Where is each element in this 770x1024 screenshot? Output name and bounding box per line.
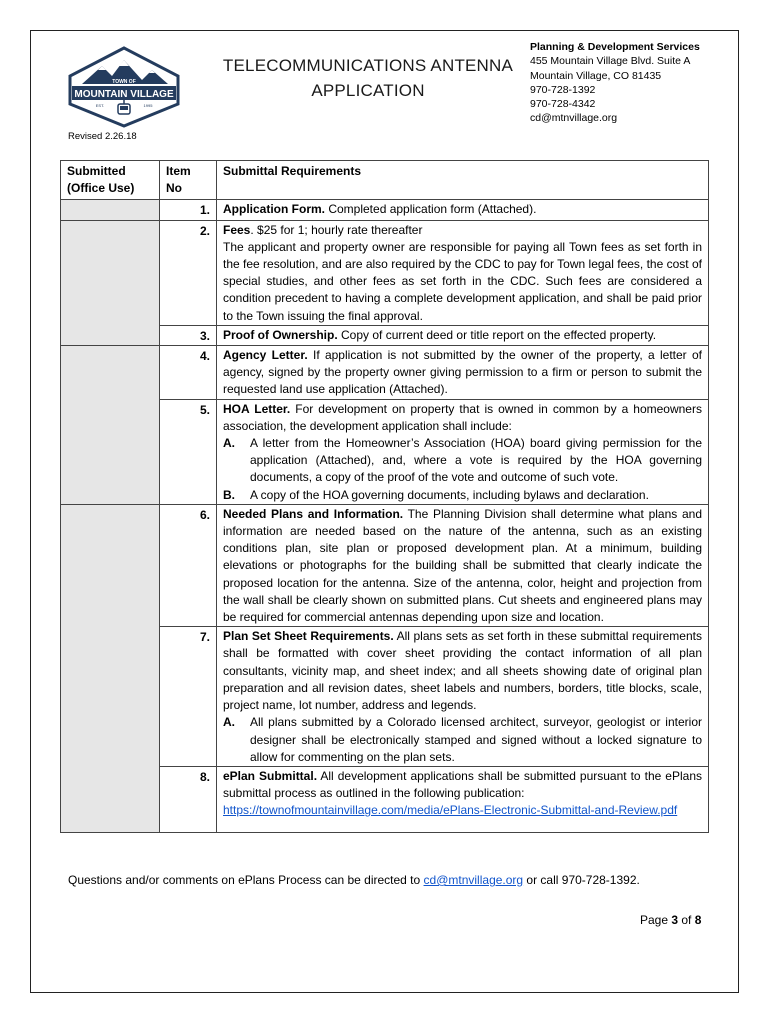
requirement-text: Plan Set Sheet Requirements. All plans sets as set forth in these submittal requirements shall be formatted with cover sheet providing the contact information of all plan consultants, vicinity map, and sheet index; and all sheets showing date of original plan preparation and all revision dates, sheet labels and numbers, borders, title blocks, scale, project name, lot number, address and legends. A. All plans submitted by a Colorado licensed architect, surveyor, geologist or interior designer shall be electronically stamped and signed without a locked signature to allow for commenting on the plan sets.	[217, 627, 709, 767]
table-row	[61, 220, 709, 325]
office-use-cell[interactable]	[61, 200, 160, 220]
sub-item: B. A copy of the HOA governing documents, including bylaws and declaration.	[223, 487, 649, 502]
sub-item: A. All plans submitted by a Colorado licensed architect, surveyor, geologist or interior designer shall be electronically stamped and signed without a locked signature to allow for commenting on the plan sets.	[223, 715, 702, 764]
contact-phone-2: 970-728-4342	[530, 98, 596, 111]
item-number: 5.	[160, 399, 217, 504]
header-item-no: Item No	[160, 161, 217, 200]
table-row	[61, 504, 709, 626]
item-number: 2.	[160, 220, 217, 325]
requirement-text: ePlan Submittal. All development applications shall be submitted pursuant to the ePlans submittal process as outlined in the following publication: https://townofmountainvillage.com/media/ePlans-Electronic-Submittal-and-Review.pdf	[217, 766, 709, 832]
contact-phone-1: 970-728-1392	[530, 83, 596, 96]
revised-date: Revised 2.26.18	[68, 131, 137, 142]
title-line-2: APPLICATION	[311, 81, 425, 100]
page-number: Page 3 of 8	[640, 913, 702, 927]
office-use-cell[interactable]	[61, 504, 160, 832]
header-requirements: Submittal Requirements	[217, 161, 709, 200]
contact-org: Planning & Development Services	[530, 41, 700, 53]
table-row	[61, 200, 709, 220]
requirement-text: Application Form. Completed application form (Attached).	[217, 200, 709, 220]
mountain-village-logo	[68, 46, 180, 128]
logo-est-right: 1995	[143, 103, 153, 108]
item-number: 1.	[160, 200, 217, 220]
logo-est-left: EST.	[95, 103, 105, 108]
requirement-text: HOA Letter. For development on property that is owned in common by a homeowners association, the development application shall include: A. A letter from the Homeowner’s Association (HOA) board giving permission for the application (Attached), and, where a vote is required by the HOA governing documents, a copy of the proof of the vote and outcome of such vote. B. A copy of the HOA governing documents, including bylaws and declaration.	[217, 399, 709, 504]
questions-footer: Questions and/or comments on ePlans Process can be directed to cd@mtnvillage.org or call 970-728-1392.	[68, 873, 640, 887]
eplans-publication-link[interactable]: https://townofmountainvillage.com/media/ePlans-Electronic-Submittal-and-Review.pdf	[223, 803, 678, 818]
logo-name-text: MOUNTAIN VILLAGE	[74, 89, 174, 100]
table-header-row	[61, 161, 709, 200]
document-title	[214, 53, 522, 103]
requirement-text: Needed Plans and Information. The Planning Division shall determine what plans and information are needed based on the nature of the antenna, such as an existing conditions plan, site plan or proposed development plan. At a minimum, building elevations or photographs for the building shall be submitted that clearly indicate the proposed location for the antenna. Size of the antenna, color, height and projection from the wall shall be clearly shown on submitted plans. Cut sheets and engineered plans may be required for commercial antennas depending upon size and location.	[217, 504, 709, 626]
contact-address-2: Mountain Village, CO 81435	[530, 69, 662, 82]
requirement-text: Agency Letter. If application is not submitted by the owner of the property, a letter of agency, signed by the property owner giving permission to a firm or person to submit the requested land use application (Attached).	[217, 346, 709, 400]
title-line-1: TELECOMMUNICATIONS ANTENNA	[222, 56, 514, 75]
email-link[interactable]: cd@mtnvillage.org	[423, 873, 524, 887]
sub-item: A. A letter from the Homeowner’s Association (HOA) board giving permission for the application (Attached), and, where a vote is required by the HOA governing documents, a copy of the proof of the vote and outcome of such vote.	[223, 436, 702, 485]
logo-top-text: TOWN OF	[112, 79, 136, 85]
requirement-text: Proof of Ownership. Copy of current deed or title report on the effected property.	[217, 325, 709, 345]
submittal-requirements-table	[60, 160, 709, 833]
table-row	[61, 346, 709, 400]
item-number: 4.	[160, 346, 217, 400]
item-number: 6.	[160, 504, 217, 626]
item-number: 7.	[160, 627, 217, 767]
header-submitted: Submitted (Office Use)	[61, 161, 160, 200]
contact-block	[530, 40, 700, 126]
office-use-cell[interactable]	[61, 220, 160, 345]
item-number: 3.	[160, 325, 217, 345]
item-number: 8.	[160, 766, 217, 832]
requirement-text: Fees. $25 for 1; hourly rate thereafter The applicant and property owner are responsible for paying all Town fees as set forth in the fee resolution, and are also required by the CDC to pay for Town legal fees, the cost of special studies, and other fees as set forth in the CDC. Such fees are considered a condition precedent to having a complete development application, and shall be paid prior to the Town issuing the final approval.	[217, 220, 709, 325]
office-use-cell[interactable]	[61, 346, 160, 505]
contact-address-1: 455 Mountain Village Blvd. Suite A	[530, 55, 691, 68]
contact-email: cd@mtnvillage.org	[530, 112, 618, 125]
